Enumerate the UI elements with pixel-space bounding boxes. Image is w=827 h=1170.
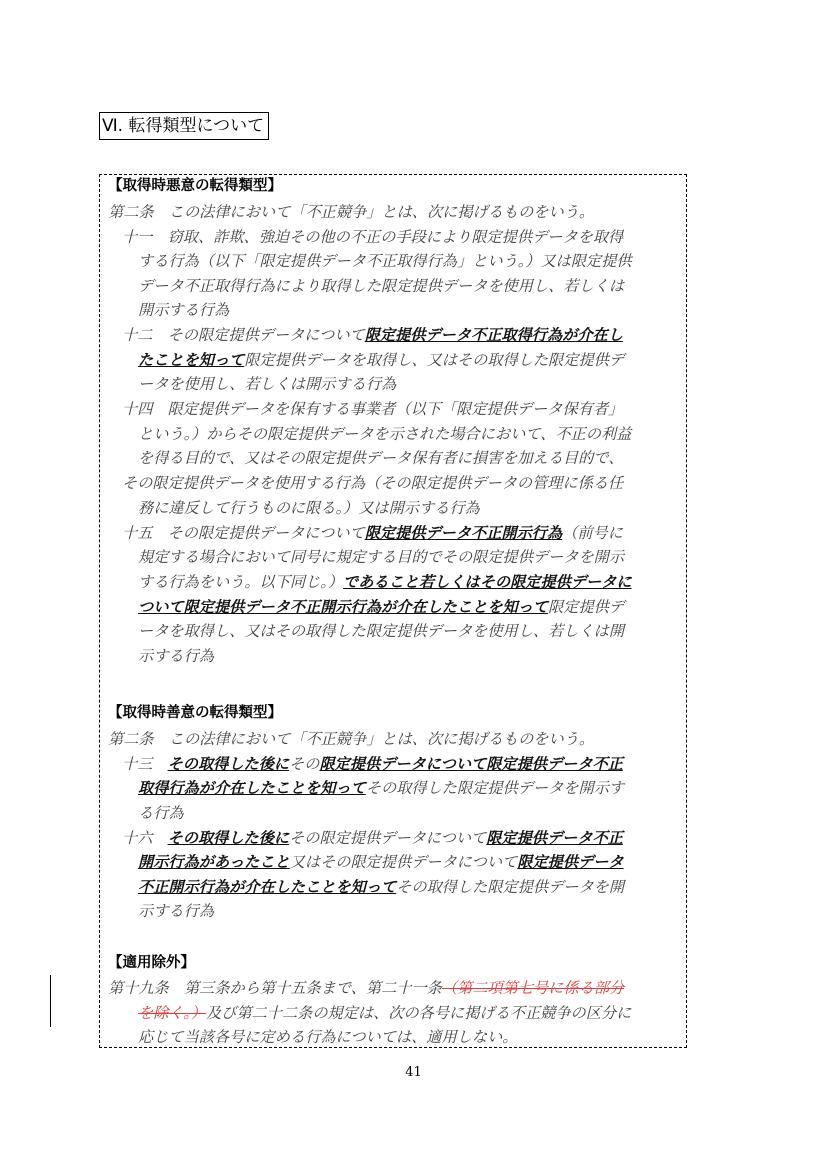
text-segment: その	[289, 755, 320, 773]
text-segment: 十一 窃取、詐欺、強迫その他の不正の手段により限定提供データを取得	[122, 228, 624, 246]
text-segment: する行為（以下「限定提供データ不正取得行為」という。）又は限定提供	[138, 252, 632, 270]
item-line	[138, 422, 631, 447]
text-segment: る行為	[138, 804, 184, 822]
text-segment: 十三	[122, 755, 168, 773]
block-header: 【取得時悪意の転得類型】	[108, 178, 282, 194]
underlined-amendment: 取得行為が介在したことを知って	[138, 779, 366, 797]
text-segment: その取得した限定提供データを開	[396, 878, 624, 896]
item-line	[138, 496, 480, 521]
item-line	[122, 323, 623, 348]
text-segment: ータを取得し、又はその取得した限定提供データを使用し、若しくは開	[138, 622, 624, 640]
item-line	[138, 875, 624, 900]
block-header: 【取得時善意の転得類型】	[108, 705, 282, 721]
page-number: 41	[405, 1065, 422, 1080]
article-line: 第二条 この法律において「不正競争」とは、次に掲げるものをいう。	[108, 203, 594, 221]
deleted-text: を除く。）	[138, 1004, 207, 1022]
text-segment: ータを使用し、若しくは開示する行為	[138, 375, 397, 393]
text-segment: その限定提供データについて	[289, 829, 487, 847]
item-line	[138, 372, 396, 397]
text-segment: 示する行為	[138, 647, 214, 665]
text-segment: を得る目的で、又はその限定提供データ保有者に損害を加える目的で、	[138, 449, 624, 467]
text-segment: 規定する場合において同号に規定する目的でその限定提供データを開示	[138, 548, 624, 566]
item-line	[138, 570, 632, 595]
underlined-amendment: たことを知って	[138, 351, 245, 369]
underlined-amendment: 限定提供データ不正取得行為が介在し	[364, 326, 623, 344]
text-segment: 開示する行為	[138, 301, 230, 319]
item-line	[138, 595, 624, 620]
text-segment: 又はその限定提供データについて	[289, 853, 518, 871]
underlined-amendment: 限定提供データ	[517, 853, 624, 871]
underlined-amendment: であること若しくはその限定提供データに	[343, 573, 632, 591]
text-segment: 限定提供データを取得し、又はその取得した限定提供デ	[244, 351, 624, 369]
deleted-text: （第二項第七号に係る部分	[441, 979, 625, 997]
revision-change-bar	[50, 975, 51, 1027]
item-line	[138, 1001, 631, 1026]
text-segment: 応じて当該各号に定める行為については、適用しない。	[138, 1028, 518, 1046]
item-line	[138, 274, 624, 299]
item-line	[138, 348, 624, 373]
item-line	[122, 471, 623, 496]
underlined-amendment: 限定提供データ不正	[486, 829, 623, 847]
item-line	[138, 801, 184, 826]
text-segment: 十六	[122, 829, 168, 847]
item-line	[122, 752, 623, 777]
item-line	[138, 776, 624, 801]
text-segment: 及び第二十二条の規定は、次の各号に掲げる不正競争の区分に	[206, 1004, 632, 1022]
text-segment: 十四 限定提供データを保有する事業者（以下「限定提供データ保有者」	[122, 400, 624, 418]
item-line	[138, 644, 214, 669]
underlined-amendment: その取得した後に	[167, 755, 290, 773]
text-segment: 十二 その限定提供データについて	[122, 326, 365, 344]
section-title: Ⅵ. 転得類型について	[99, 112, 269, 140]
item-line	[138, 1025, 517, 1050]
item-line	[138, 446, 623, 471]
underlined-amendment: 不正開示行為が介在したことを知って	[138, 878, 397, 896]
item-line	[108, 976, 624, 1001]
item-line	[138, 850, 624, 875]
underlined-amendment: その取得した後に	[167, 829, 290, 847]
text-segment: その取得した限定提供データを開示す	[365, 779, 624, 797]
item-line	[138, 545, 624, 570]
text-segment: その限定提供データを使用する行為（その限定提供データの管理に係る任	[122, 474, 624, 492]
underlined-amendment: ついて限定提供データ不正開示行為が介在したことを知って	[138, 598, 549, 616]
block-header: 【適用除外】	[108, 955, 195, 971]
text-segment: （前号に	[562, 524, 623, 542]
item-line	[122, 397, 623, 422]
text-segment: という。）からその限定提供データを示された場合において、不正の利益	[138, 425, 632, 443]
text-segment: 限定提供デ	[548, 598, 624, 616]
underlined-amendment: 限定提供データ不正開示行為	[364, 524, 563, 542]
item-line	[138, 249, 632, 274]
underlined-amendment: 開示行為があったこと	[138, 853, 290, 871]
text-segment: する行為をいう。以下同じ。）	[138, 573, 344, 591]
item-line	[138, 899, 214, 924]
text-segment: 十五 その限定提供データについて	[122, 524, 365, 542]
item-line	[122, 826, 623, 851]
text-segment: データ不正取得行為により取得した限定提供データを使用し、若しくは	[138, 277, 624, 295]
text-segment: 示する行為	[138, 902, 214, 920]
text-segment: 第十九条 第三条から第十五条まで、第二十一条	[108, 979, 442, 997]
article-line: 第二条 この法律において「不正競争」とは、次に掲げるものをいう。	[108, 730, 594, 748]
text-segment: 務に違反して行うものに限る。）又は開示する行為	[138, 499, 480, 517]
underlined-amendment: 限定提供データについて限定提供データ不正	[319, 755, 623, 773]
item-line	[122, 225, 623, 250]
item-line	[122, 521, 623, 546]
item-line	[138, 619, 624, 644]
item-line	[138, 298, 229, 323]
